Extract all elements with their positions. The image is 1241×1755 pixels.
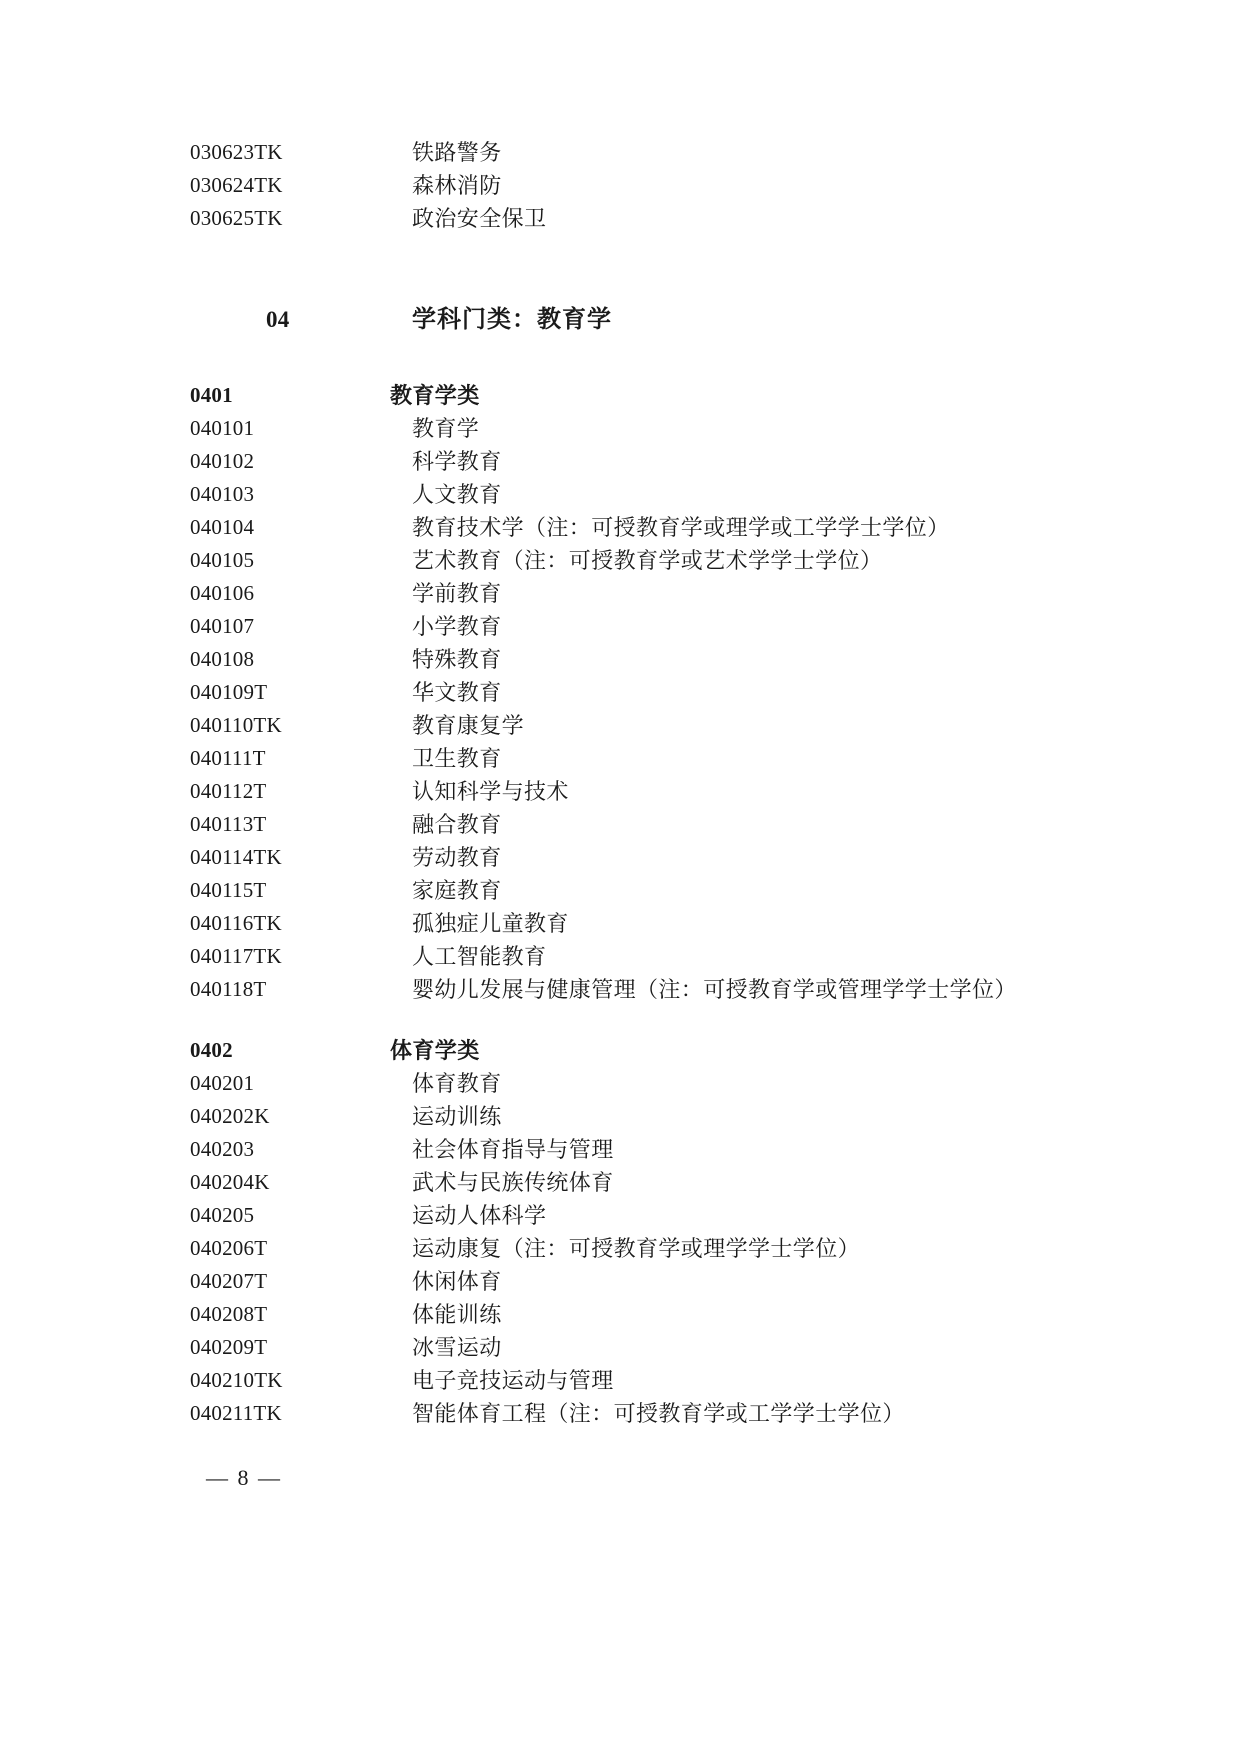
major-code: 030624TK bbox=[190, 173, 283, 197]
group-block-0401 bbox=[0, 379, 1241, 1006]
category-code: 04 bbox=[266, 307, 290, 332]
group-name: 教育学类 bbox=[390, 383, 480, 408]
table-row bbox=[0, 1133, 1241, 1166]
table-row bbox=[0, 907, 1241, 940]
spacer bbox=[0, 343, 1241, 379]
continued-rows-block bbox=[0, 136, 1241, 235]
category-title: 学科门类：教育学 bbox=[412, 307, 612, 333]
table-row bbox=[0, 1166, 1241, 1199]
major-code: 040116TK bbox=[190, 911, 282, 935]
major-code: 040117TK bbox=[190, 944, 282, 968]
table-row bbox=[0, 775, 1241, 808]
major-code: 040114TK bbox=[190, 845, 282, 869]
major-name: 休闲体育 bbox=[412, 1269, 502, 1294]
table-row bbox=[0, 169, 1241, 202]
major-code: 040201 bbox=[190, 1071, 255, 1095]
table-row bbox=[0, 1067, 1241, 1100]
major-code: 040102 bbox=[190, 449, 255, 473]
major-code: 040115T bbox=[190, 878, 267, 902]
major-name: 家庭教育 bbox=[412, 878, 502, 903]
major-code: 040202K bbox=[190, 1104, 270, 1128]
major-name: 电子竞技运动与管理 bbox=[412, 1368, 614, 1393]
table-row bbox=[0, 940, 1241, 973]
major-name: 婴幼儿发展与健康管理（注：可授教育学或管理学学士学位） bbox=[412, 977, 1017, 1002]
major-code: 040105 bbox=[190, 548, 255, 572]
major-code: 040106 bbox=[190, 581, 255, 605]
table-row bbox=[0, 478, 1241, 511]
major-code: 040211TK bbox=[190, 1401, 282, 1425]
spacer bbox=[0, 235, 1241, 297]
table-row bbox=[0, 412, 1241, 445]
major-code: 040204K bbox=[190, 1170, 270, 1194]
table-row bbox=[0, 1298, 1241, 1331]
table-row bbox=[0, 709, 1241, 742]
major-name: 政治安全保卫 bbox=[412, 206, 547, 231]
table-row bbox=[0, 1100, 1241, 1133]
major-name: 孤独症儿童教育 bbox=[412, 911, 569, 936]
table-row bbox=[0, 511, 1241, 544]
major-code: 040112T bbox=[190, 779, 267, 803]
table-row bbox=[0, 808, 1241, 841]
major-code: 040203 bbox=[190, 1137, 255, 1161]
table-row bbox=[0, 544, 1241, 577]
group-code: 0402 bbox=[190, 1038, 233, 1062]
table-row bbox=[0, 202, 1241, 235]
major-name: 社会体育指导与管理 bbox=[412, 1137, 614, 1162]
major-name: 人文教育 bbox=[412, 482, 502, 507]
table-row bbox=[0, 874, 1241, 907]
major-code: 040210TK bbox=[190, 1368, 283, 1392]
major-name: 认知科学与技术 bbox=[412, 779, 569, 804]
table-row bbox=[0, 1364, 1241, 1397]
table-row bbox=[0, 841, 1241, 874]
group-heading bbox=[0, 1034, 1241, 1067]
major-name: 特殊教育 bbox=[412, 647, 502, 672]
major-code: 040108 bbox=[190, 647, 255, 671]
major-name: 华文教育 bbox=[412, 680, 502, 705]
table-row bbox=[0, 577, 1241, 610]
major-name: 融合教育 bbox=[412, 812, 502, 837]
table-row bbox=[0, 1397, 1241, 1430]
major-name: 小学教育 bbox=[412, 614, 502, 639]
major-code: 040109T bbox=[190, 680, 268, 704]
table-row bbox=[0, 1232, 1241, 1265]
major-name: 教育康复学 bbox=[412, 713, 525, 738]
table-row bbox=[0, 136, 1241, 169]
major-name: 劳动教育 bbox=[412, 845, 502, 870]
major-code: 040118T bbox=[190, 977, 267, 1001]
table-row bbox=[0, 1331, 1241, 1364]
major-code: 040208T bbox=[190, 1302, 268, 1326]
table-row bbox=[0, 742, 1241, 775]
major-name: 学前教育 bbox=[412, 581, 502, 606]
major-name: 卫生教育 bbox=[412, 746, 502, 771]
table-row bbox=[0, 643, 1241, 676]
table-row bbox=[0, 973, 1241, 1006]
group-block-0402 bbox=[0, 1034, 1241, 1430]
major-name: 冰雪运动 bbox=[412, 1335, 502, 1360]
group-heading bbox=[0, 379, 1241, 412]
group-code: 0401 bbox=[190, 383, 233, 407]
major-name: 铁路警务 bbox=[412, 140, 502, 165]
spacer bbox=[0, 1006, 1241, 1034]
table-row bbox=[0, 676, 1241, 709]
major-code: 040103 bbox=[190, 482, 255, 506]
major-name: 智能体育工程（注：可授教育学或工学学士学位） bbox=[412, 1401, 905, 1426]
major-code: 040209T bbox=[190, 1335, 268, 1359]
major-code: 040206T bbox=[190, 1236, 268, 1260]
major-code: 040111T bbox=[190, 746, 266, 770]
major-name: 森林消防 bbox=[412, 173, 502, 198]
major-name: 武术与民族传统体育 bbox=[412, 1170, 614, 1195]
major-name: 艺术教育（注：可授教育学或艺术学学士学位） bbox=[412, 548, 883, 573]
major-code: 040207T bbox=[190, 1269, 268, 1293]
group-name: 体育学类 bbox=[390, 1038, 480, 1063]
major-name: 运动康复（注：可授教育学或理学学士学位） bbox=[412, 1236, 861, 1261]
major-code: 040107 bbox=[190, 614, 255, 638]
major-code: 040205 bbox=[190, 1203, 255, 1227]
major-code: 040113T bbox=[190, 812, 267, 836]
major-name: 体能训练 bbox=[412, 1302, 502, 1327]
major-name: 教育学 bbox=[412, 416, 480, 441]
table-row bbox=[0, 1199, 1241, 1232]
major-name: 科学教育 bbox=[412, 449, 502, 474]
major-code: 040101 bbox=[190, 416, 255, 440]
major-name: 运动训练 bbox=[412, 1104, 502, 1129]
major-code: 040104 bbox=[190, 515, 255, 539]
major-code: 030625TK bbox=[190, 206, 283, 230]
major-code: 040110TK bbox=[190, 713, 282, 737]
major-code: 030623TK bbox=[190, 140, 283, 164]
category-heading bbox=[0, 297, 1241, 343]
major-name: 体育教育 bbox=[412, 1071, 502, 1096]
major-name: 人工智能教育 bbox=[412, 944, 547, 969]
page-number: — 8 — bbox=[206, 1465, 282, 1490]
table-row bbox=[0, 1265, 1241, 1298]
table-row bbox=[0, 445, 1241, 478]
major-name: 教育技术学（注：可授教育学或理学或工学学士学位） bbox=[412, 515, 950, 540]
table-row bbox=[0, 610, 1241, 643]
major-name: 运动人体科学 bbox=[412, 1203, 547, 1228]
